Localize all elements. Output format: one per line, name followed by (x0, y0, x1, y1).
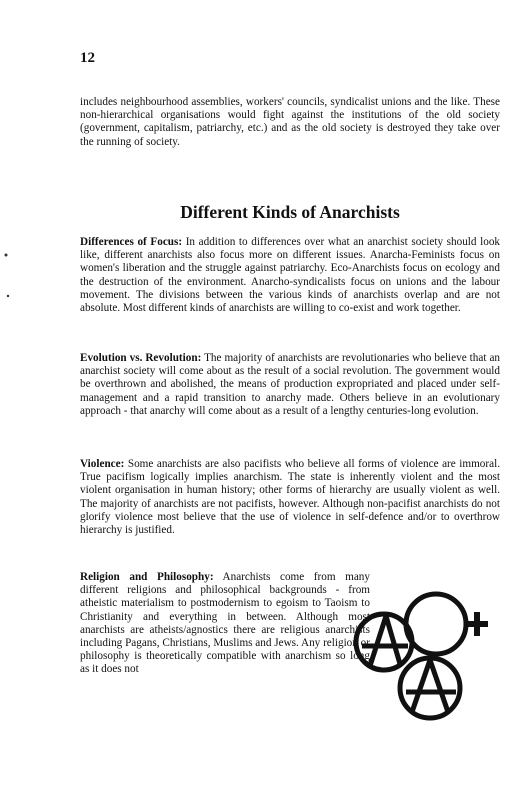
paragraph-evolution (80, 352, 500, 418)
paragraph-lead: Evolution vs. Revolution: (80, 352, 202, 364)
paragraph-text: Some anarchists are also pacifists who believe all forms of violence are immoral. True pacifism logically implies anarchism. The state is inherently violent and the most violent organisation in human history; other forms of hierarchy are usually violent as well. The majority of anarchists are not pacifists, however. Although non-pacifist anarchists do not glorify violence most believe that the use of violence in self-defence and/or to overthrow hierarchy is justified. (80, 458, 500, 537)
section-heading: Different Kinds of Anarchists (180, 202, 400, 222)
paragraph-text: Anarchists come from many different religions and philosophical backgrounds - from atheistic materialism to postmodernism to egoism to Taoism to Christianity and everything in between. Although most anarchists are atheists/agnostics there are religious anarchists including Pagans, Christians, Muslims and Jews. Any religion or philosophy is theoretically compatible with anarchism so long as it does not (80, 571, 370, 676)
circle-a-venus-cross-icon (348, 584, 493, 734)
paragraph-focus (80, 236, 500, 315)
paragraph-lead: Religion and Philosophy: (80, 571, 214, 583)
paragraph-lead: Differences of Focus: (80, 236, 183, 248)
paragraph-lead: Violence: (80, 458, 125, 470)
intro-paragraph: includes neighbourhood assemblies, workers' councils, syndicalist unions and the like. These non-hierarchical organisations would fight against the institutions of the old society (government, capitalism, patriarchy, etc.) and as the old society is destroyed they take over the running of society. (80, 96, 500, 148)
paragraph-religion (80, 571, 370, 677)
paragraph-text: The majority of anarchists are revolutionaries who believe that an anarchist society will come about as the result of a social revolution. The government would be overthrown and abolished, the means of production expropriated and placed under self-management and a rapid transition to anarchy made. Others believe in an evolutionary approach - that anarchy will come about as a result of a lengthy centuries-long evolution. (80, 352, 501, 417)
paragraph-text: In addition to differences over what an anarchist society should look like, different anarchists also focus more on different issues. Anarcha-Feminists focus on women's liberation and the struggle against patriarchy. Eco-Anarchists focus on ecology and the destruction of the environment. Anarcho-syndicalists focus on unions and the labour movement. The divisions between the various kinds of anarchists overlap and are not absolute. Most different kinds of anarchists are willing to co-exist and work together. (80, 236, 501, 315)
page-number: 12 (80, 50, 95, 66)
paragraph-violence (80, 458, 500, 537)
